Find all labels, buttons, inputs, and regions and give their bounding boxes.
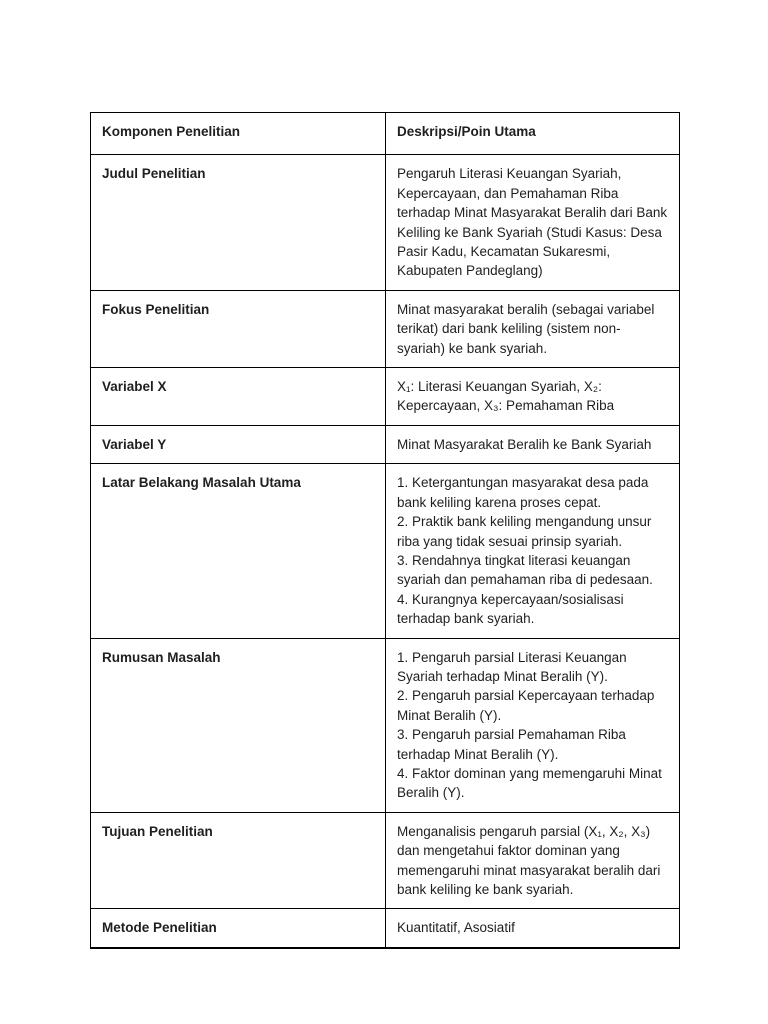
row-value-cell xyxy=(386,638,680,812)
row-value-cell xyxy=(386,425,680,463)
row-label-background: Latar Belakang Masalah Utama xyxy=(102,475,301,491)
row-value-objective: Menganalisis pengaruh parsial (X₁, X₂, X₃) dan mengetahui faktor dominan yang memengaruhi minat masyarakat beralih dari bank keliling ke bank syariah. xyxy=(397,823,661,897)
row-label-cell xyxy=(91,638,386,812)
header-label-description: Deskripsi/Poin Utama xyxy=(397,124,536,139)
header-label-component: Komponen Penelitian xyxy=(102,124,241,139)
row-value-focus: Minat masyarakat beralih (sebagai variabel terikat) dari bank keliling (sistem non-syariah) ke bank syariah. xyxy=(397,301,655,356)
row-label-cell xyxy=(91,290,386,367)
row-label-focus: Fokus Penelitian xyxy=(102,301,210,317)
row-label-cell xyxy=(91,909,386,948)
header-cell-description xyxy=(386,113,680,155)
row-label-problem-formulation: Rumusan Masalah xyxy=(102,649,221,665)
table-row xyxy=(91,368,680,426)
row-label-cell xyxy=(91,155,386,290)
row-value-cell xyxy=(386,290,680,367)
row-value-title: Pengaruh Literasi Keuangan Syariah, Kepercayaan, dan Pemahaman Riba terhadap Minat Masyarakat Beralih dari Bank Keliling ke Bank Syariah (Studi Kasus: Desa Pasir Kadu, Kecamatan Sukaresmi, Kabupaten Pandeglang) xyxy=(397,166,668,279)
table-header-row xyxy=(91,113,680,155)
research-summary-table xyxy=(90,112,680,949)
row-value-method: Kuantitatif, Asosiatif xyxy=(397,920,515,936)
row-label-cell xyxy=(91,812,386,909)
row-value-variable-y: Minat Masyarakat Beralih ke Bank Syariah xyxy=(397,436,652,452)
table-row xyxy=(91,425,680,463)
table-row xyxy=(91,812,680,909)
row-label-method: Metode Penelitian xyxy=(102,920,217,936)
table-row xyxy=(91,464,680,638)
table-row xyxy=(91,155,680,290)
header-cell-component xyxy=(91,113,386,155)
row-label-objective: Tujuan Penelitian xyxy=(102,823,213,839)
row-label-variable-x: Variabel X xyxy=(102,379,167,395)
row-value-cell xyxy=(386,464,680,638)
row-label-cell xyxy=(91,464,386,638)
table-row xyxy=(91,638,680,812)
table-row xyxy=(91,909,680,948)
row-value-cell xyxy=(386,368,680,426)
row-label-title: Judul Penelitian xyxy=(102,166,206,182)
row-label-cell xyxy=(91,368,386,426)
row-label-variable-y: Variabel Y xyxy=(102,436,167,452)
table-row xyxy=(91,290,680,367)
row-value-cell xyxy=(386,909,680,948)
row-value-cell xyxy=(386,812,680,909)
table-body xyxy=(91,113,680,948)
row-value-cell xyxy=(386,155,680,290)
row-value-problem-formulation: 1. Pengaruh parsial Literasi Keuangan Syariah terhadap Minat Beralih (Y). 2. Pengaruh parsial Kepercayaan terhadap Minat Beralih (Y). 3. Pengaruh parsial Pemahaman Riba terhadap Minat Beralih (Y). 4. Faktor dominan yang memengaruhi Minat Beralih (Y). xyxy=(397,649,662,801)
row-value-variable-x: X₁: Literasi Keuangan Syariah, X₂: Kepercayaan, X₃: Pemahaman Riba xyxy=(397,379,615,414)
row-label-cell xyxy=(91,425,386,463)
row-value-background: 1. Ketergantungan masyarakat desa pada bank keliling karena proses cepat. 2. Praktik bank keliling mengandung unsur riba yang tidak sesuai prinsip syariah. 3. Rendahnya tingkat literasi keuangan syariah dan pemahaman riba di pedesaan. 4. Kurangnya kepercayaan/sosialisasi terhadap bank syariah. xyxy=(397,475,653,627)
